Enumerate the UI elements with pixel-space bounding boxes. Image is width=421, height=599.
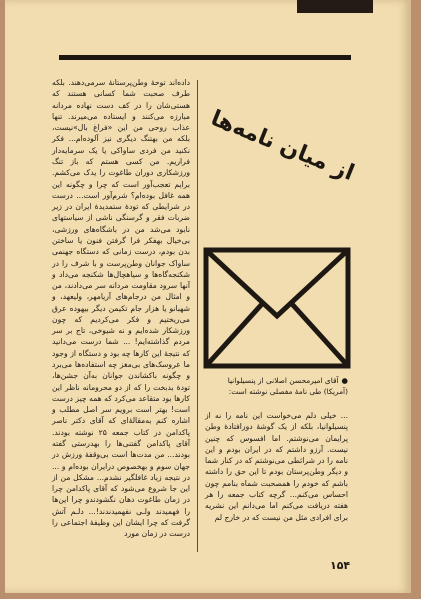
magazine-page: [5, 0, 411, 593]
header-rule: [59, 55, 351, 60]
bullet-icon: ●: [341, 376, 348, 385]
envelope-icon: [202, 246, 352, 370]
section-heading: [207, 92, 358, 212]
right-column-text: ... خیلی دلم می‌خواست این نامه را نه از پنسیلوانیا، بلکه از یک گوشهٔ دورافتادهٔ وطن پرایمان می‌نوشتم. اما افسوس که چنین نیست. آرزو داشتم که در ایران بودم و این نامه را در شرائطی می‌نوشتم که در کنار شما و دیگر وطن‌پرستان بودم تا این حق را داشته باشم که خودم را همصحبت شماه بنامم چون احساس می‌کنم... گرچه کتاب جمعه را هر هفته دریافت می‌کنم اما می‌دانم این نشریه برای افرادی مثل من نیست که در خارج لم: [205, 411, 348, 522]
letter-caption: [205, 376, 348, 397]
page-number: ۱۵۴: [330, 559, 351, 572]
caption-text: آقای امیرمحسن اصلانی از پنسیلوانیا (آمریکا) طی نامهٔ مفصلی نوشته است:: [227, 376, 348, 396]
section-heading-text: از میان نامه‌ها: [207, 105, 358, 187]
top-black-tab: [297, 0, 373, 13]
column-divider: [197, 80, 198, 552]
left-column-text: داده‌اند توحهٔ وطن‌پرستانهٔ سرمی‌دهند. بلکه طرف صحبت شما کسانی هستند که هستی‌شان را در کف دست نهاده مردانه مبارزه می‌کنند و ایستاده می‌میرند. تنها عذاب روحی من این «فراغ بال»نیست، بلکه من بهتنگ دیگری نیز آلوده‌ام... فکر نکنید من فردی ساواکی یا یک سرمایه‌دار فراریم. من کسی هستم که باز تنگ ورزشکاری دوران طاغوت را یدک می‌کشم. برایم تعجب‌آور است که چرا و چگونه این همه غافل بوده‌ام؟ شرم‌آور است... درست در شرایطی که تودهٔ ستمدیدهٔ ایران در زیر ضربات فقر و گرسنگی ناشی از سیاستهای نابود می‌شد من در باشگاه‌های ورزشی، بی‌خیال بهفکر فرا گرفتن فنون یا ساختن بدن بودم، درست زمانی که دستگاه جهنمی ساواک جوانان وطن‌پرست و با شرف را در شکنجه‌گاه‌ها و سیاهچال‌ها شکنجه می‌داد و آنها سرود مقاومت مردانه سر می‌دادند، من و امثال من درجام‌های آریامهر، ولیعهد، و شهبانو یا هزار جام تکیمن دیگر بیهوده عرق می‌ریختیم و فکر می‌کردیم که چون ورزشکار شده‌ایم و نه شیوخی، تاج بر سر مردم گذاشته‌ایم! ... شما درست می‌دانید که نتیجهٔ این کارها چه بود و دستگاه از وجود ما عروسک‌های بی‌مغز چه استفاده‌ها می‌برد و چگونه باکشاندن جوانان به‌آن جشن‌ها، تودهٔ بدبخت را که از دو محرومانه ناظر این کارها بود متقاعد می‌کرد که همه چیز درست است! بهتر است برویم سر اصل مطلب و اشاره کنم به‌مقالهٔ‌ای که آقای دکتر ناصر پاکدامن در کتاب جمعه ۲۵ نوشته بودند. آقای پاکدامن گفتنی‌ها را بهدرستی گفته بودند... من مدت‌ها است بی‌وقفهٔ ورزش در جهان سوم و بهخصوص درایران بوده‌ام و ... در نتیجه زیاد غافلگیر نشدم... مشکل من از این جا شروع می‌شود که آقای پاکدامن چرا در زمان طاغوت دهان نگشودندو چرا این‌ها را فهمیدند ولـی نفهمیدندند!... دلـم آتش گرفت که چرا ایشان این وظیفهٔ اجتماعی را درست در زمان مورد: [52, 78, 190, 539]
